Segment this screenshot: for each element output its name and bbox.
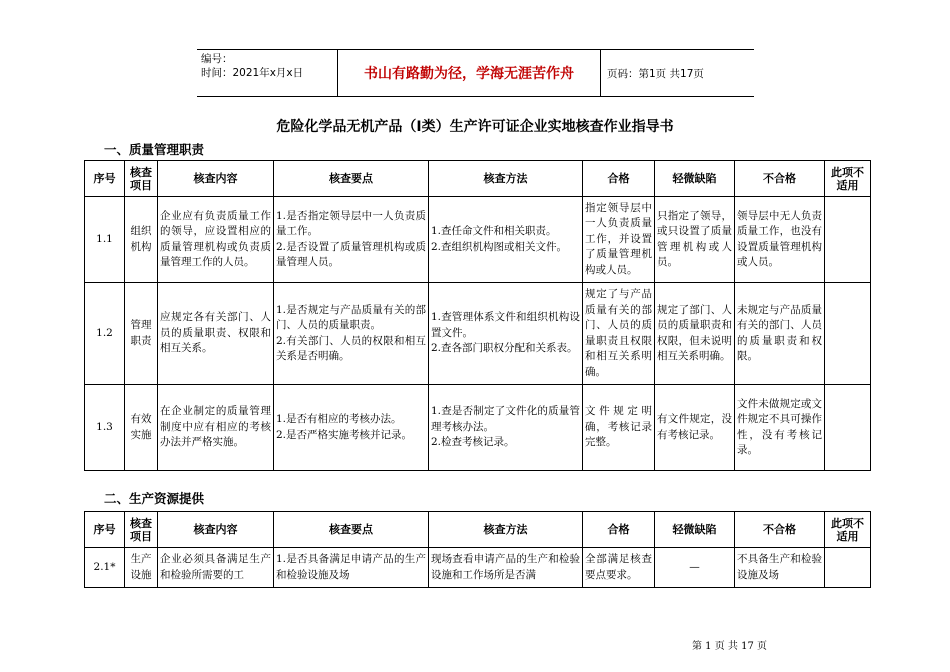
row-fail: 未规定与产品质量有关的部门、人员的质量职责和权限。 xyxy=(735,283,825,385)
col-points: 核查要点 xyxy=(274,512,429,548)
row-item: 组织机构 xyxy=(125,197,158,283)
col-no: 序号 xyxy=(85,161,125,197)
row-content: 企业必须具备满足生产和检验所需要的工 xyxy=(158,548,274,588)
col-no: 序号 xyxy=(85,512,125,548)
row-content: 在企业制定的质量管理制度中应有相应的考核办法并严格实施。 xyxy=(158,385,274,471)
col-na: 此项不适用 xyxy=(825,161,871,197)
table-quality-management xyxy=(84,160,871,471)
row-na xyxy=(825,197,871,283)
row-method: 1.查任命文件和相关职责。 2.查组织机构图或相关文件。 xyxy=(429,197,583,283)
row-na xyxy=(825,283,871,385)
row-fail: 领导层中无人负责质量工作，也没有设置质量管理机构或人员。 xyxy=(735,197,825,283)
col-minor: 轻微缺陷 xyxy=(655,161,735,197)
row-content: 应规定各有关部门、人员的质量职责、权限和相互关系。 xyxy=(158,283,274,385)
row-no: 1.3 xyxy=(85,385,125,471)
row-na xyxy=(825,385,871,471)
table-row xyxy=(85,197,871,283)
row-method: 现场查看申请产品的生产和检验设施和工作场所是否满 xyxy=(429,548,583,588)
col-pass: 合格 xyxy=(583,512,655,548)
header-meta xyxy=(197,50,337,96)
row-method: 1.查是否制定了文件化的质量管理考核办法。 2.检查考核记录。 xyxy=(429,385,583,471)
section-heading-quality: 一、质量管理职责 xyxy=(104,142,205,157)
row-points: 1.是否具备满足申请产品的生产和检验设施及场 xyxy=(274,548,429,588)
header-page-number: 页码：第1页 共17页 xyxy=(607,67,704,80)
col-content: 核查内容 xyxy=(158,512,274,548)
document-title: 危险化学品无机产品（Ⅰ类）生产许可证企业实地核查作业指导书 xyxy=(276,119,674,135)
col-minor: 轻微缺陷 xyxy=(655,512,735,548)
col-method: 核查方法 xyxy=(429,512,583,548)
page-footer: 第 1 页 共 17 页 xyxy=(692,641,767,652)
col-content: 核查内容 xyxy=(158,161,274,197)
row-item: 管理职责 xyxy=(125,283,158,385)
row-minor: 只指定了领导，或只设置了质量管理机构或人员。 xyxy=(655,197,735,283)
table-header-row xyxy=(85,161,871,197)
col-na: 此项不适用 xyxy=(825,512,871,548)
row-item: 生产设施 xyxy=(125,548,158,588)
table-production-resources xyxy=(84,511,871,588)
row-points: 1.是否有相应的考核办法。 2.是否严格实施考核并记录。 xyxy=(274,385,429,471)
row-pass: 全部满足核查要点要求。 xyxy=(583,548,655,588)
col-fail: 不合格 xyxy=(735,161,825,197)
col-fail: 不合格 xyxy=(735,512,825,548)
row-no: 1.2 xyxy=(85,283,125,385)
col-item: 核查项目 xyxy=(125,512,158,548)
table-row xyxy=(85,385,871,471)
row-item: 有效实施 xyxy=(125,385,158,471)
row-no: 1.1 xyxy=(85,197,125,283)
document-number: 编号： xyxy=(201,53,233,65)
table-row xyxy=(85,283,871,385)
row-minor: 规定了部门、人员的质量职责和权限，但未说明相互关系明确。 xyxy=(655,283,735,385)
header-motto: 书山有路勤为径，学海无涯苦作舟 xyxy=(337,50,601,96)
col-method: 核查方法 xyxy=(429,161,583,197)
row-pass: 指定领导层中一人负责质量工作，并设置了质量管理机构或人员。 xyxy=(583,197,655,283)
row-points: 1.是否规定与产品质量有关的部门、人员的质量职责。 2.有关部门、人员的权限和相互关系是否明确。 xyxy=(274,283,429,385)
row-minor: — xyxy=(655,548,735,588)
row-na xyxy=(825,548,871,588)
col-points: 核查要点 xyxy=(274,161,429,197)
table-header-row xyxy=(85,512,871,548)
row-method: 1.查管理体系文件和组织机构设置文件。 2.查各部门职权分配和关系表。 xyxy=(429,283,583,385)
row-no: 2.1* xyxy=(85,548,125,588)
section-heading-resources: 二、生产资源提供 xyxy=(104,491,205,506)
table-row xyxy=(85,548,871,588)
col-item: 核查项目 xyxy=(125,161,158,197)
row-points: 1.是否指定领导层中一人负责质量工作。 2.是否设置了质量管理机构或质量管理人员。 xyxy=(274,197,429,283)
row-pass: 文件规定明确，考核记录完整。 xyxy=(583,385,655,471)
row-fail: 文件未做规定或文件规定不具可操作性，没有考核记录。 xyxy=(735,385,825,471)
page-header xyxy=(197,49,754,97)
document-date: 时间：2021年x月x日 xyxy=(201,67,304,79)
row-fail: 不具备生产和检验设施及场 xyxy=(735,548,825,588)
row-content: 企业应有负责质量工作的领导，应设置相应的质量管理机构或负责质量管理工作的人员。 xyxy=(158,197,274,283)
row-pass: 规定了与产品质量有关的部门、人员的质量职责且权限和相互关系明确。 xyxy=(583,283,655,385)
col-pass: 合格 xyxy=(583,161,655,197)
row-minor: 有文件规定，没有考核记录。 xyxy=(655,385,735,471)
